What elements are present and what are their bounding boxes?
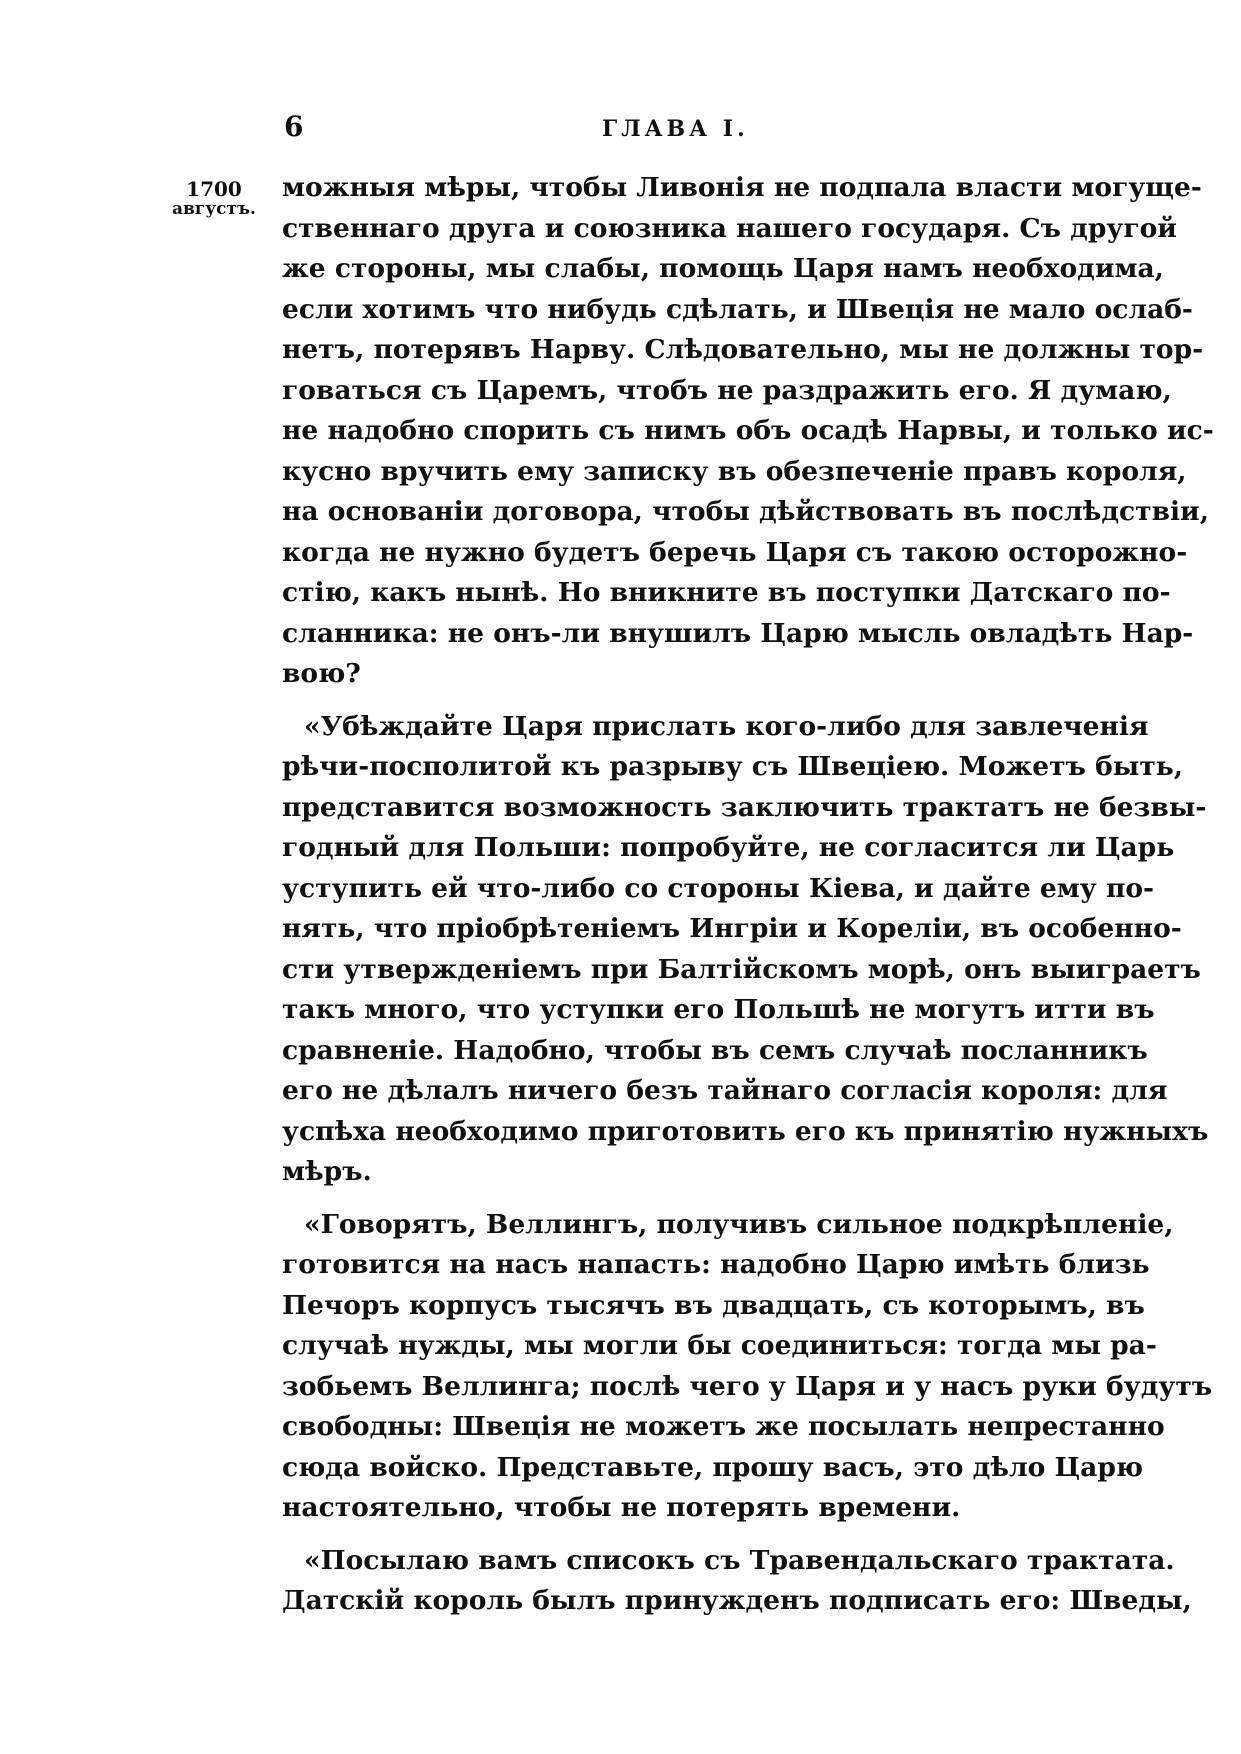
text-line: нетъ, потерявъ Нарву. Слѣдовательно, мы не должны тор-	[282, 334, 1204, 365]
text-line: готовится на насъ напасть: надобно Царю имѣть близь	[282, 1249, 1150, 1280]
margin-note	[166, 178, 262, 219]
text-line: стію, какъ нынѣ. Но вникните въ поступки Датскаго по-	[282, 577, 1171, 608]
text-line: такъ много, что уступки его Польшѣ не могутъ итти въ	[282, 994, 1155, 1025]
text-line: говаться съ Царемъ, чтобъ не раздражить его. Я думаю,	[282, 374, 1172, 406]
text-line: Печоръ корпусъ тысячъ въ двадцать, съ которымъ, въ	[282, 1289, 1145, 1321]
chapter-title: ГЛАВА I.	[602, 116, 749, 142]
text-line: представится возможность заключить трактатъ не безвы-	[282, 791, 1207, 823]
text-line: его не дѣлалъ ничего безъ тайнаго согласія короля: для	[282, 1075, 1168, 1106]
paragraph	[282, 168, 1214, 695]
text-line: «Убѣждайте Царя прислать кого-либо для завлеченія	[304, 710, 1149, 742]
paragraph	[282, 1205, 1213, 1529]
text-line: успѣха необходимо приготовить его къ принятію нужныхъ	[282, 1115, 1209, 1147]
text-line: случаѣ нужды, мы могли бы соединиться: тогда мы ра-	[282, 1330, 1157, 1361]
text-line: можныя мѣры, чтобы Ливонія не подпала власти могуще-	[282, 172, 1202, 203]
page-number: 6	[284, 110, 305, 143]
text-line: сти утвержденіемъ при Балтійскомъ морѣ, онъ выиграетъ	[282, 953, 1201, 985]
paragraph	[282, 707, 1209, 1193]
text-line: сравненіе. Надобно, чтобы въ семъ случаѣ посланникъ	[282, 1034, 1148, 1066]
text-line: настоятельно, чтобы не потерять времени.	[282, 1492, 961, 1523]
text-line: свободны: Швеція не можетъ же посылать непрестанно	[282, 1411, 1165, 1442]
text-line: зобьемъ Веллинга; послѣ чего у Царя и у насъ руки будутъ	[282, 1370, 1213, 1402]
margin-month: августъ.	[172, 199, 256, 219]
text-line: уступить ей что-либо со стороны Кіева, и дайте ему по-	[282, 872, 1155, 904]
text-line: сланника: не онъ-ли внушилъ Царю мысль овладѣть Нар-	[282, 617, 1194, 649]
paragraph	[282, 1541, 1192, 1622]
text-line: вою?	[282, 658, 361, 689]
text-line: кусно вручить ему записку въ обезпеченіе правъ короля,	[282, 455, 1187, 487]
text-line: не надобно спорить съ нимъ объ осадѣ Нарвы, и только ис-	[282, 415, 1214, 446]
text-line: «Посылаю вамъ списокъ съ Травендальскаго трактата.	[304, 1544, 1175, 1576]
text-line: если хотимъ что нибудь сдѣлать, и Швеція не мало ослаб-	[282, 293, 1193, 325]
text-line: мѣръ.	[282, 1156, 372, 1187]
text-line: «Говорятъ, Веллингъ, получивъ сильное подкрѣпленіе,	[304, 1208, 1174, 1240]
text-line: рѣчи-посполитой къ разрыву съ Швеціею. Можетъ быть,	[282, 751, 1183, 782]
body-text	[282, 168, 1214, 1634]
text-line: же стороны, мы слабы, помощь Царя намъ необходима,	[282, 253, 1164, 284]
text-line: Датскій король былъ принужденъ подписать его: Шведы,	[282, 1585, 1192, 1616]
running-head	[284, 110, 1064, 150]
margin-year: 1700	[186, 177, 242, 201]
text-line: ственнаго друга и союзника нашего государя. Съ другой	[282, 212, 1177, 244]
text-line: на основаніи договора, чтобы дѣйствовать въ послѣдствіи,	[282, 496, 1209, 527]
text-line: нять, что пріобрѣтеніемъ Ингріи и Кореліи, въ особенно-	[282, 913, 1182, 944]
text-line: сюда войско. Представьте, прошу васъ, это дѣло Царю	[282, 1451, 1144, 1483]
text-line: годный для Польши: попробуйте, не согласится ли Царь	[282, 832, 1175, 863]
text-line: когда не нужно будетъ беречь Царя съ такою осторожно-	[282, 536, 1188, 568]
